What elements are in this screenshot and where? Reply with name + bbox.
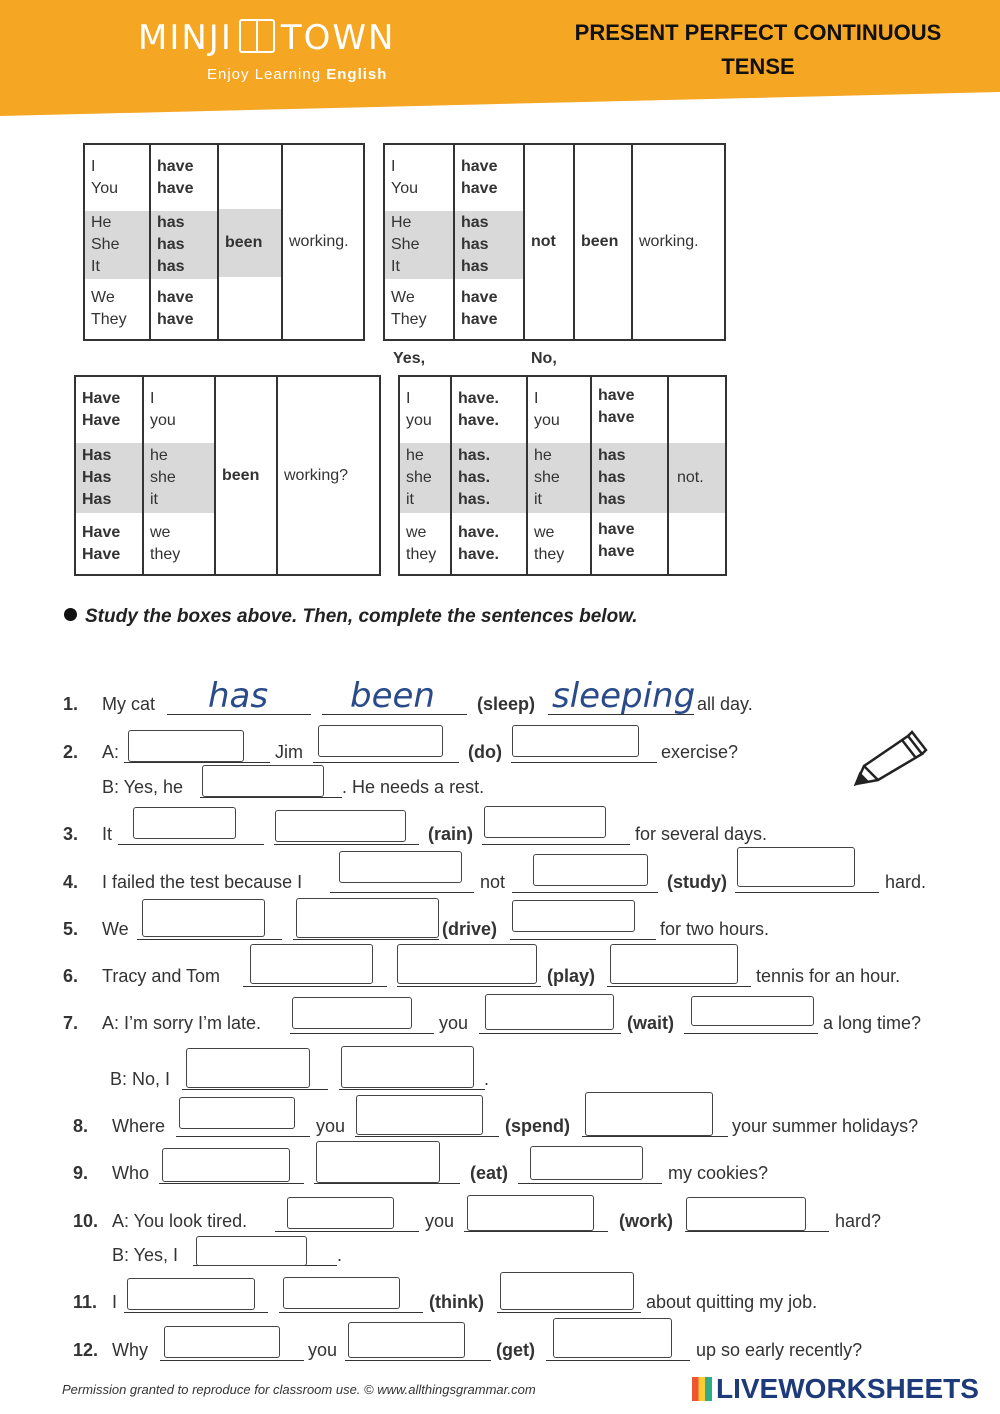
- answer-input[interactable]: [585, 1092, 713, 1136]
- q-verb: (think): [429, 1292, 484, 1312]
- answer-input[interactable]: [128, 730, 244, 762]
- q-number: 9.: [73, 1163, 89, 1183]
- answer-input[interactable]: [356, 1095, 483, 1135]
- pronoun: you: [534, 411, 560, 429]
- affirmative-table: [83, 143, 365, 341]
- permission-note: Permission granted to reproduce for classroom use. © www.allthingsgrammar.com: [62, 1382, 536, 1397]
- not: not.: [669, 443, 725, 513]
- answer-input[interactable]: [485, 994, 614, 1030]
- cell: [451, 376, 527, 443]
- liveworksheets-logo-icon: [692, 1377, 712, 1401]
- pronoun: You: [91, 179, 118, 197]
- q-number: 3.: [63, 824, 79, 844]
- negative-table: [383, 143, 726, 341]
- q-text: I: [112, 1292, 118, 1312]
- answer-input[interactable]: [686, 1197, 806, 1231]
- answer-input[interactable]: [287, 1197, 394, 1229]
- answer-input[interactable]: [164, 1326, 280, 1358]
- pronoun: they: [406, 545, 437, 563]
- book-icon: [239, 19, 275, 53]
- aux: have: [598, 543, 635, 560]
- q-text: hard?: [835, 1211, 882, 1231]
- aux: have: [461, 311, 498, 329]
- answer-line: [182, 1089, 328, 1090]
- pronoun: it: [406, 491, 414, 508]
- q-text: Where: [112, 1116, 166, 1136]
- answer-line: [735, 892, 879, 893]
- pronoun: She: [391, 236, 420, 254]
- answer-line: [330, 892, 474, 893]
- cell: [75, 513, 143, 575]
- q-text: you: [316, 1116, 346, 1136]
- pronoun: It: [91, 258, 100, 276]
- question-table: [74, 375, 381, 576]
- cell: [399, 513, 451, 575]
- answers-table: [398, 375, 727, 576]
- answer-input[interactable]: [512, 725, 639, 757]
- aux: has: [157, 214, 185, 232]
- cell: [150, 279, 218, 340]
- cell: [451, 513, 527, 575]
- q-verb: (sleep): [477, 694, 536, 714]
- pronoun: we: [406, 523, 427, 541]
- cell: [399, 376, 451, 443]
- answer-input[interactable]: [397, 944, 537, 984]
- pronoun: I: [534, 389, 539, 407]
- aux: have.: [458, 411, 499, 429]
- q-number: 1.: [63, 694, 79, 714]
- brand-logo: [138, 18, 395, 58]
- answer-line: [243, 986, 387, 987]
- pronoun: it: [534, 491, 542, 508]
- q-number: 7.: [63, 1013, 79, 1033]
- cell: [384, 279, 454, 340]
- pronoun: You: [391, 179, 418, 197]
- answer-input[interactable]: [318, 725, 443, 757]
- q-text: a long time?: [823, 1013, 922, 1033]
- q-number: 12.: [73, 1340, 99, 1360]
- q-verb: (spend): [505, 1116, 570, 1136]
- answer-input[interactable]: [348, 1322, 465, 1358]
- aux: has: [598, 469, 626, 486]
- cell: [143, 443, 215, 514]
- aux: has: [598, 491, 626, 508]
- cell: [384, 144, 454, 211]
- aux: have: [461, 157, 498, 175]
- cell: [527, 513, 591, 575]
- pronoun: they: [534, 545, 565, 563]
- answer-line: [397, 986, 541, 987]
- q-text: Who: [112, 1163, 150, 1183]
- pronoun: He: [391, 214, 412, 232]
- aux: have.: [458, 545, 499, 563]
- answer-input[interactable]: [127, 1278, 255, 1310]
- aux: Have: [82, 389, 121, 407]
- answer-line: [582, 1136, 728, 1137]
- aux: Have: [82, 411, 121, 429]
- answer-input[interactable]: [691, 996, 814, 1026]
- aux: has: [461, 236, 489, 254]
- answer-line: [479, 1033, 621, 1034]
- answer-input[interactable]: [250, 944, 373, 984]
- pronoun: you: [406, 411, 432, 429]
- answer-q1-a: has: [208, 676, 269, 716]
- answer-input[interactable]: [533, 854, 648, 886]
- answer-input[interactable]: [296, 898, 439, 938]
- neg-aux-col: [591, 376, 668, 575]
- answer-input[interactable]: [202, 765, 324, 797]
- q-text: about quitting my job.: [646, 1292, 818, 1312]
- cell: [150, 144, 218, 211]
- pronoun: I: [406, 389, 411, 407]
- q-text: hard.: [885, 872, 927, 892]
- cell: [143, 513, 215, 575]
- been: been: [219, 209, 281, 277]
- answer-input[interactable]: [142, 899, 265, 937]
- cell: [399, 443, 451, 514]
- cell: [75, 443, 143, 514]
- q-verb: (do): [468, 742, 502, 762]
- q-text: you: [425, 1211, 455, 1231]
- pronoun: he: [406, 447, 424, 464]
- pronoun: we: [150, 523, 171, 541]
- q-text: It: [102, 824, 113, 844]
- q-text: .: [484, 1069, 490, 1089]
- pronoun: she: [406, 469, 432, 486]
- answer-input[interactable]: [512, 900, 635, 932]
- instruction: [64, 606, 638, 628]
- pronoun: We: [91, 289, 115, 307]
- q-text: you: [308, 1340, 338, 1360]
- verb: working.: [632, 144, 725, 340]
- liveworksheets-brand: [692, 1373, 979, 1405]
- aux: have: [157, 179, 194, 197]
- q-text: I failed the test because I: [102, 872, 303, 892]
- q-text: My cat: [102, 694, 156, 714]
- q-number: 5.: [63, 919, 79, 939]
- answer-q1-c: sleeping: [552, 676, 696, 716]
- bullet-icon: [64, 608, 77, 621]
- answer-input[interactable]: [467, 1195, 594, 1231]
- liveworksheets-text: LIVEWORKSHEETS: [716, 1373, 979, 1404]
- pronoun: she: [534, 469, 560, 486]
- cell: [454, 279, 524, 340]
- q-number: 10.: [73, 1211, 99, 1231]
- answer-line: [685, 1231, 829, 1232]
- answer-line: [137, 939, 282, 940]
- pronoun: we: [534, 523, 555, 541]
- cell: [527, 443, 591, 514]
- q-text: you: [439, 1013, 469, 1033]
- q-text: .: [337, 1245, 343, 1265]
- pencil-icon: [850, 728, 928, 792]
- q-number: 11.: [73, 1292, 98, 1312]
- answer-line: [355, 1136, 499, 1137]
- aux: have: [461, 179, 498, 197]
- aux: Has: [82, 447, 112, 464]
- aux: have.: [458, 523, 499, 541]
- aux: have.: [458, 389, 499, 407]
- q-text: for several days.: [635, 824, 768, 844]
- pronoun: He: [91, 214, 112, 232]
- answer-line: [279, 1312, 423, 1313]
- title-line-2: TENSE: [721, 54, 795, 79]
- answer-input[interactable]: [339, 851, 462, 883]
- pronoun: he: [534, 447, 552, 464]
- answer-input[interactable]: [500, 1272, 634, 1310]
- q-number: 6.: [63, 966, 79, 986]
- pronoun: I: [150, 389, 155, 407]
- pronoun: It: [391, 258, 400, 276]
- pronoun: We: [391, 289, 415, 307]
- answer-line: [482, 844, 630, 845]
- answer-line: [464, 1231, 608, 1232]
- tagline-b: English: [326, 66, 388, 83]
- q-text: Tracy and Tom: [102, 966, 221, 986]
- aux: have: [157, 157, 194, 175]
- answer-line: [118, 844, 264, 845]
- answer-line: [160, 1360, 304, 1361]
- answer-input[interactable]: [133, 807, 236, 839]
- answer-input[interactable]: [196, 1236, 307, 1266]
- q-text: not: [480, 872, 506, 892]
- q-number: 8.: [73, 1116, 89, 1136]
- answer-input[interactable]: [341, 1046, 474, 1088]
- q-text: up so early recently?: [696, 1340, 863, 1360]
- aux: has: [157, 258, 185, 276]
- cell: [150, 211, 218, 280]
- q-text: We: [102, 919, 129, 939]
- cell: [75, 376, 143, 443]
- answer-input[interactable]: [179, 1097, 295, 1129]
- been: been: [215, 376, 277, 575]
- pronoun: They: [91, 311, 127, 329]
- pronoun: you: [150, 411, 176, 429]
- cell: [84, 144, 150, 211]
- q-text: A:: [102, 742, 120, 762]
- answer-input[interactable]: [162, 1148, 290, 1182]
- answer-line: [546, 1360, 690, 1361]
- q-verb: (eat): [470, 1163, 509, 1183]
- answer-input[interactable]: [553, 1318, 672, 1358]
- not-col: [668, 376, 726, 575]
- cell: [84, 279, 150, 340]
- answer-input[interactable]: [610, 944, 738, 984]
- aux: has: [157, 236, 185, 254]
- verb: working.: [282, 144, 364, 340]
- tagline-a: Enjoy Learning: [207, 66, 322, 83]
- title-line-1: PRESENT PERFECT CONTINUOUS: [574, 20, 942, 45]
- pronoun: they: [150, 545, 181, 563]
- q-text: exercise?: [661, 742, 739, 762]
- answer-line: [339, 1089, 485, 1090]
- pronoun: They: [391, 311, 427, 329]
- answer-line: [607, 986, 751, 987]
- q-text: Why: [112, 1340, 148, 1360]
- answer-line: [275, 1231, 419, 1232]
- q-text: your summer holidays?: [732, 1116, 919, 1136]
- pronoun: I: [91, 157, 96, 175]
- instruction-text: Study the boxes above. Then, complete the sentences below.: [85, 606, 638, 627]
- answer-line: [511, 762, 657, 763]
- aux: have: [157, 289, 194, 307]
- aux: have: [598, 409, 635, 426]
- answer-input[interactable]: [316, 1141, 440, 1183]
- answer-line: [290, 1033, 434, 1034]
- q-text: A: I’m sorry I’m late.: [102, 1013, 262, 1033]
- answer-input[interactable]: [292, 997, 412, 1029]
- answer-line: [274, 844, 419, 845]
- q-text: B: Yes, he: [102, 777, 184, 797]
- answer-line: [313, 762, 459, 763]
- aux: has.: [458, 469, 491, 486]
- q-number: 2.: [63, 742, 79, 762]
- answer-line: [684, 1033, 818, 1034]
- q-verb: (rain): [428, 824, 473, 844]
- cell: [84, 211, 150, 280]
- pronoun: She: [91, 236, 120, 254]
- answer-q1-b: been: [350, 676, 435, 716]
- q-text: . He needs a rest.: [342, 777, 485, 797]
- aux: has.: [458, 491, 491, 508]
- not: not: [524, 144, 574, 340]
- cell: [454, 144, 524, 211]
- aux: have: [157, 311, 194, 329]
- answer-input[interactable]: [737, 847, 855, 887]
- cell: [454, 211, 524, 280]
- aux: has.: [458, 447, 491, 464]
- q-verb: (wait): [627, 1013, 674, 1033]
- answer-input[interactable]: [283, 1277, 400, 1309]
- answer-line: [518, 1183, 662, 1184]
- answer-line: [200, 797, 342, 798]
- answer-line: [314, 1183, 460, 1184]
- aux: have: [598, 387, 635, 404]
- answer-line: [497, 1312, 641, 1313]
- answer-input[interactable]: [530, 1146, 643, 1180]
- cell: [451, 443, 527, 514]
- cell: [527, 376, 591, 443]
- answer-input[interactable]: [484, 806, 606, 838]
- q-text: B: Yes, I: [112, 1245, 179, 1265]
- aux: has: [598, 447, 626, 464]
- aux: have: [461, 289, 498, 307]
- q-verb: (play): [547, 966, 596, 986]
- answer-line: [124, 1312, 268, 1313]
- tagline: [207, 66, 387, 83]
- pronoun: he: [150, 447, 168, 464]
- aux: has: [461, 258, 489, 276]
- q-text: Jim: [275, 742, 303, 762]
- answer-line: [510, 939, 656, 940]
- pronoun: I: [391, 157, 396, 175]
- aux: Have: [82, 545, 121, 563]
- q-verb: (drive): [442, 919, 498, 939]
- pronoun: she: [150, 469, 176, 486]
- answer-line: [159, 1183, 304, 1184]
- q-verb: (work): [619, 1211, 673, 1231]
- q-text: A: You look tired.: [112, 1211, 248, 1231]
- cell: [143, 376, 215, 443]
- yes-label: Yes,: [393, 350, 426, 367]
- q-text: for two hours.: [660, 919, 770, 939]
- q-text: all day.: [697, 694, 753, 714]
- answer-input[interactable]: [186, 1048, 310, 1088]
- answer-line: [124, 762, 270, 763]
- page-title: [552, 16, 964, 84]
- aux: Has: [82, 491, 112, 508]
- q-text: B: No, I: [110, 1069, 171, 1089]
- no-label: No,: [531, 350, 557, 367]
- cell: [384, 211, 454, 280]
- answer-line: [512, 892, 658, 893]
- pronoun: it: [150, 491, 158, 508]
- aux: have: [598, 521, 635, 538]
- q-verb: (study): [667, 872, 727, 892]
- been-cell: [218, 144, 282, 340]
- aux: Have: [82, 523, 121, 541]
- answer-line: [345, 1360, 491, 1361]
- verb: working?: [277, 376, 380, 575]
- brand-right: TOWN: [280, 18, 396, 58]
- answer-input[interactable]: [275, 810, 406, 842]
- q-text: my cookies?: [668, 1163, 769, 1183]
- answer-line: [176, 1136, 310, 1137]
- aux: has: [461, 214, 489, 232]
- answer-line: [293, 939, 439, 940]
- q-text: tennis for an hour.: [756, 966, 901, 986]
- brand-left: MINJI: [138, 18, 233, 58]
- aux: Has: [82, 469, 112, 486]
- q-number: 4.: [63, 872, 79, 892]
- been: been: [574, 144, 632, 340]
- q-verb: (get): [496, 1340, 535, 1360]
